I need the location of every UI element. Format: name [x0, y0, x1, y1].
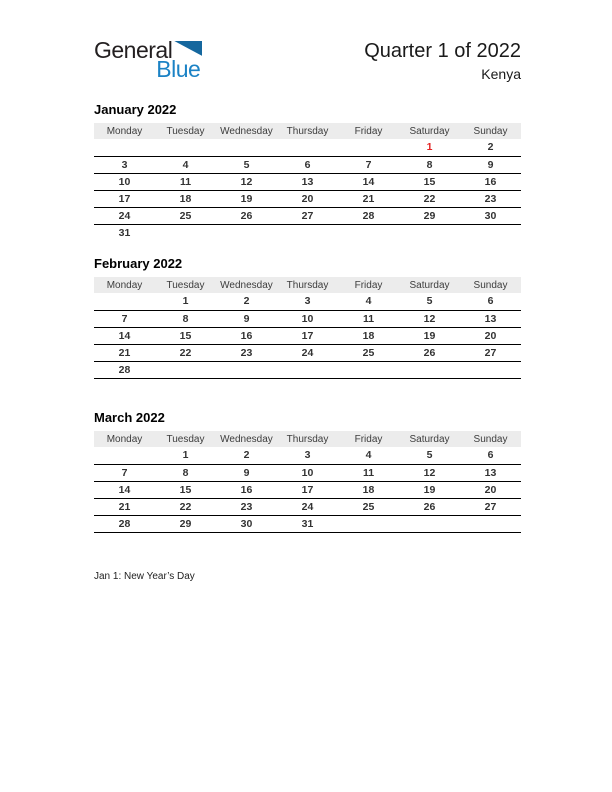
day-cell: 17 — [277, 481, 338, 498]
week-row — [94, 481, 521, 498]
week-row — [94, 515, 521, 532]
day-cell: 16 — [216, 481, 277, 498]
day-cell: 19 — [399, 327, 460, 344]
empty-day-cell — [277, 361, 338, 378]
empty-day-cell — [399, 361, 460, 378]
day-cell: 13 — [460, 464, 521, 481]
day-cell: 7 — [94, 310, 155, 327]
day-cell: 3 — [94, 156, 155, 173]
month-table-january — [94, 123, 521, 241]
empty-day-cell — [460, 515, 521, 532]
weekday-label: Saturday — [399, 431, 460, 447]
day-cell: 4 — [155, 156, 216, 173]
day-cell: 12 — [399, 310, 460, 327]
day-cell: 25 — [338, 498, 399, 515]
day-cell: 8 — [155, 464, 216, 481]
weekday-label: Friday — [338, 277, 399, 293]
page-subtitle: Kenya — [481, 66, 521, 82]
day-cell: 28 — [338, 207, 399, 224]
day-cell: 25 — [338, 344, 399, 361]
day-cell: 10 — [277, 464, 338, 481]
week-row — [94, 190, 521, 207]
day-cell: 2 — [216, 293, 277, 310]
day-cell: 4 — [338, 447, 399, 464]
empty-day-cell — [216, 139, 277, 156]
week-row — [94, 447, 521, 464]
day-cell: 22 — [155, 344, 216, 361]
day-cell: 12 — [399, 464, 460, 481]
day-cell: 3 — [277, 293, 338, 310]
day-cell: 27 — [277, 207, 338, 224]
month-title: January 2022 — [94, 102, 177, 117]
day-cell: 14 — [94, 327, 155, 344]
weekday-label: Tuesday — [155, 277, 216, 293]
empty-day-cell — [277, 139, 338, 156]
weekday-label: Monday — [94, 277, 155, 293]
day-cell: 25 — [155, 207, 216, 224]
day-cell: 23 — [216, 498, 277, 515]
day-cell: 19 — [399, 481, 460, 498]
week-row — [94, 156, 521, 173]
weekday-label: Saturday — [399, 277, 460, 293]
weekday-label: Friday — [338, 431, 399, 447]
day-cell: 27 — [460, 498, 521, 515]
day-cell: 5 — [399, 447, 460, 464]
empty-day-cell — [399, 224, 460, 241]
day-cell: 11 — [155, 173, 216, 190]
day-cell: 9 — [460, 156, 521, 173]
weekday-label: Thursday — [277, 277, 338, 293]
week-row — [94, 361, 521, 378]
weekday-label: Tuesday — [155, 431, 216, 447]
weekday-header-row — [94, 431, 521, 447]
day-cell: 14 — [94, 481, 155, 498]
logo-triangle-icon — [174, 41, 202, 56]
day-cell: 11 — [338, 310, 399, 327]
empty-day-cell — [338, 139, 399, 156]
weekday-label: Wednesday — [216, 123, 277, 139]
week-row — [94, 498, 521, 515]
day-cell: 14 — [338, 173, 399, 190]
month-title: March 2022 — [94, 410, 165, 425]
week-row — [94, 464, 521, 481]
month-table-february — [94, 277, 521, 379]
day-cell: 22 — [155, 498, 216, 515]
day-cell: 21 — [94, 344, 155, 361]
day-cell: 15 — [155, 481, 216, 498]
weekday-label: Tuesday — [155, 123, 216, 139]
day-cell: 8 — [155, 310, 216, 327]
empty-day-cell — [216, 361, 277, 378]
logo-text-general: General — [94, 37, 173, 63]
day-cell: 24 — [94, 207, 155, 224]
weekday-label: Saturday — [399, 123, 460, 139]
day-cell: 3 — [277, 447, 338, 464]
page-content — [94, 38, 521, 582]
weekday-label: Thursday — [277, 123, 338, 139]
day-cell: 18 — [155, 190, 216, 207]
day-cell: 30 — [460, 207, 521, 224]
holiday-footnote: Jan 1: New Year’s Day — [94, 571, 195, 582]
week-row — [94, 344, 521, 361]
day-cell: 17 — [277, 327, 338, 344]
empty-day-cell — [277, 224, 338, 241]
day-cell: 17 — [94, 190, 155, 207]
day-cell: 26 — [399, 344, 460, 361]
day-cell: 30 — [216, 515, 277, 532]
empty-day-cell — [460, 224, 521, 241]
day-cell: 24 — [277, 344, 338, 361]
weekday-label: Monday — [94, 431, 155, 447]
logo-text-blue: Blue — [156, 56, 201, 82]
page-header — [94, 38, 521, 103]
day-cell: 2 — [216, 447, 277, 464]
day-cell: 31 — [277, 515, 338, 532]
day-cell: 6 — [460, 293, 521, 310]
week-row — [94, 327, 521, 344]
day-cell: 13 — [460, 310, 521, 327]
day-cell: 19 — [216, 190, 277, 207]
day-cell: 15 — [155, 327, 216, 344]
day-cell: 18 — [338, 327, 399, 344]
day-cell: 23 — [460, 190, 521, 207]
day-cell: 29 — [155, 515, 216, 532]
day-cell: 22 — [399, 190, 460, 207]
day-cell: 10 — [277, 310, 338, 327]
month-table-march — [94, 431, 521, 533]
day-cell: 20 — [277, 190, 338, 207]
weekday-label: Sunday — [460, 123, 521, 139]
weekday-label: Sunday — [460, 277, 521, 293]
weekday-header-row — [94, 277, 521, 293]
day-cell: 26 — [216, 207, 277, 224]
weekday-label: Thursday — [277, 431, 338, 447]
empty-day-cell — [399, 515, 460, 532]
week-row — [94, 207, 521, 224]
page-title: Quarter 1 of 2022 — [364, 40, 521, 62]
day-cell: 21 — [338, 190, 399, 207]
weekday-label: Sunday — [460, 431, 521, 447]
empty-day-cell — [460, 361, 521, 378]
weekday-label: Wednesday — [216, 277, 277, 293]
month-section-march — [94, 411, 521, 565]
weekday-label: Monday — [94, 123, 155, 139]
empty-day-cell — [338, 361, 399, 378]
day-cell: 6 — [277, 156, 338, 173]
day-cell: 20 — [460, 481, 521, 498]
day-cell: 1 — [155, 447, 216, 464]
empty-day-cell — [338, 224, 399, 241]
day-cell: 11 — [338, 464, 399, 481]
week-row — [94, 173, 521, 190]
day-cell: 2 — [460, 139, 521, 156]
day-cell: 21 — [94, 498, 155, 515]
day-cell: 24 — [277, 498, 338, 515]
title-block — [364, 38, 521, 85]
month-title: February 2022 — [94, 256, 183, 271]
empty-day-cell — [155, 139, 216, 156]
day-cell: 23 — [216, 344, 277, 361]
day-cell: 29 — [399, 207, 460, 224]
month-section-january — [94, 103, 521, 257]
day-cell: 7 — [94, 464, 155, 481]
day-cell: 9 — [216, 310, 277, 327]
week-row — [94, 139, 521, 156]
day-cell: 27 — [460, 344, 521, 361]
day-cell: 1 — [155, 293, 216, 310]
day-cell: 13 — [277, 173, 338, 190]
week-row — [94, 293, 521, 310]
day-cell: 26 — [399, 498, 460, 515]
weekday-label: Wednesday — [216, 431, 277, 447]
day-cell: 31 — [118, 226, 131, 239]
day-cell: 4 — [338, 293, 399, 310]
week-row — [94, 224, 521, 241]
day-cell: 8 — [399, 156, 460, 173]
day-cell: 28 — [94, 361, 155, 378]
day-cell: 5 — [399, 293, 460, 310]
day-cell: 15 — [399, 173, 460, 190]
day-cell: 10 — [94, 173, 155, 190]
weekday-label: Friday — [338, 123, 399, 139]
empty-day-cell — [216, 224, 277, 241]
empty-day-cell — [94, 139, 155, 156]
day-cell: 28 — [94, 515, 155, 532]
day-cell: 18 — [338, 481, 399, 498]
empty-day-cell — [155, 361, 216, 378]
day-cell: 16 — [460, 173, 521, 190]
empty-day-cell — [338, 515, 399, 532]
day-cell: 5 — [216, 156, 277, 173]
empty-day-cell — [94, 293, 155, 310]
month-section-february — [94, 257, 521, 411]
day-cell: 6 — [460, 447, 521, 464]
general-blue-logo — [94, 38, 202, 82]
day-cell: 9 — [216, 464, 277, 481]
day-cell: 1 — [399, 139, 460, 156]
day-cell: 12 — [216, 173, 277, 190]
day-cell: 20 — [460, 327, 521, 344]
day-cell: 16 — [216, 327, 277, 344]
empty-day-cell — [155, 224, 216, 241]
weekday-header-row — [94, 123, 521, 139]
week-row — [94, 310, 521, 327]
day-cell: 7 — [338, 156, 399, 173]
empty-day-cell — [94, 447, 155, 464]
